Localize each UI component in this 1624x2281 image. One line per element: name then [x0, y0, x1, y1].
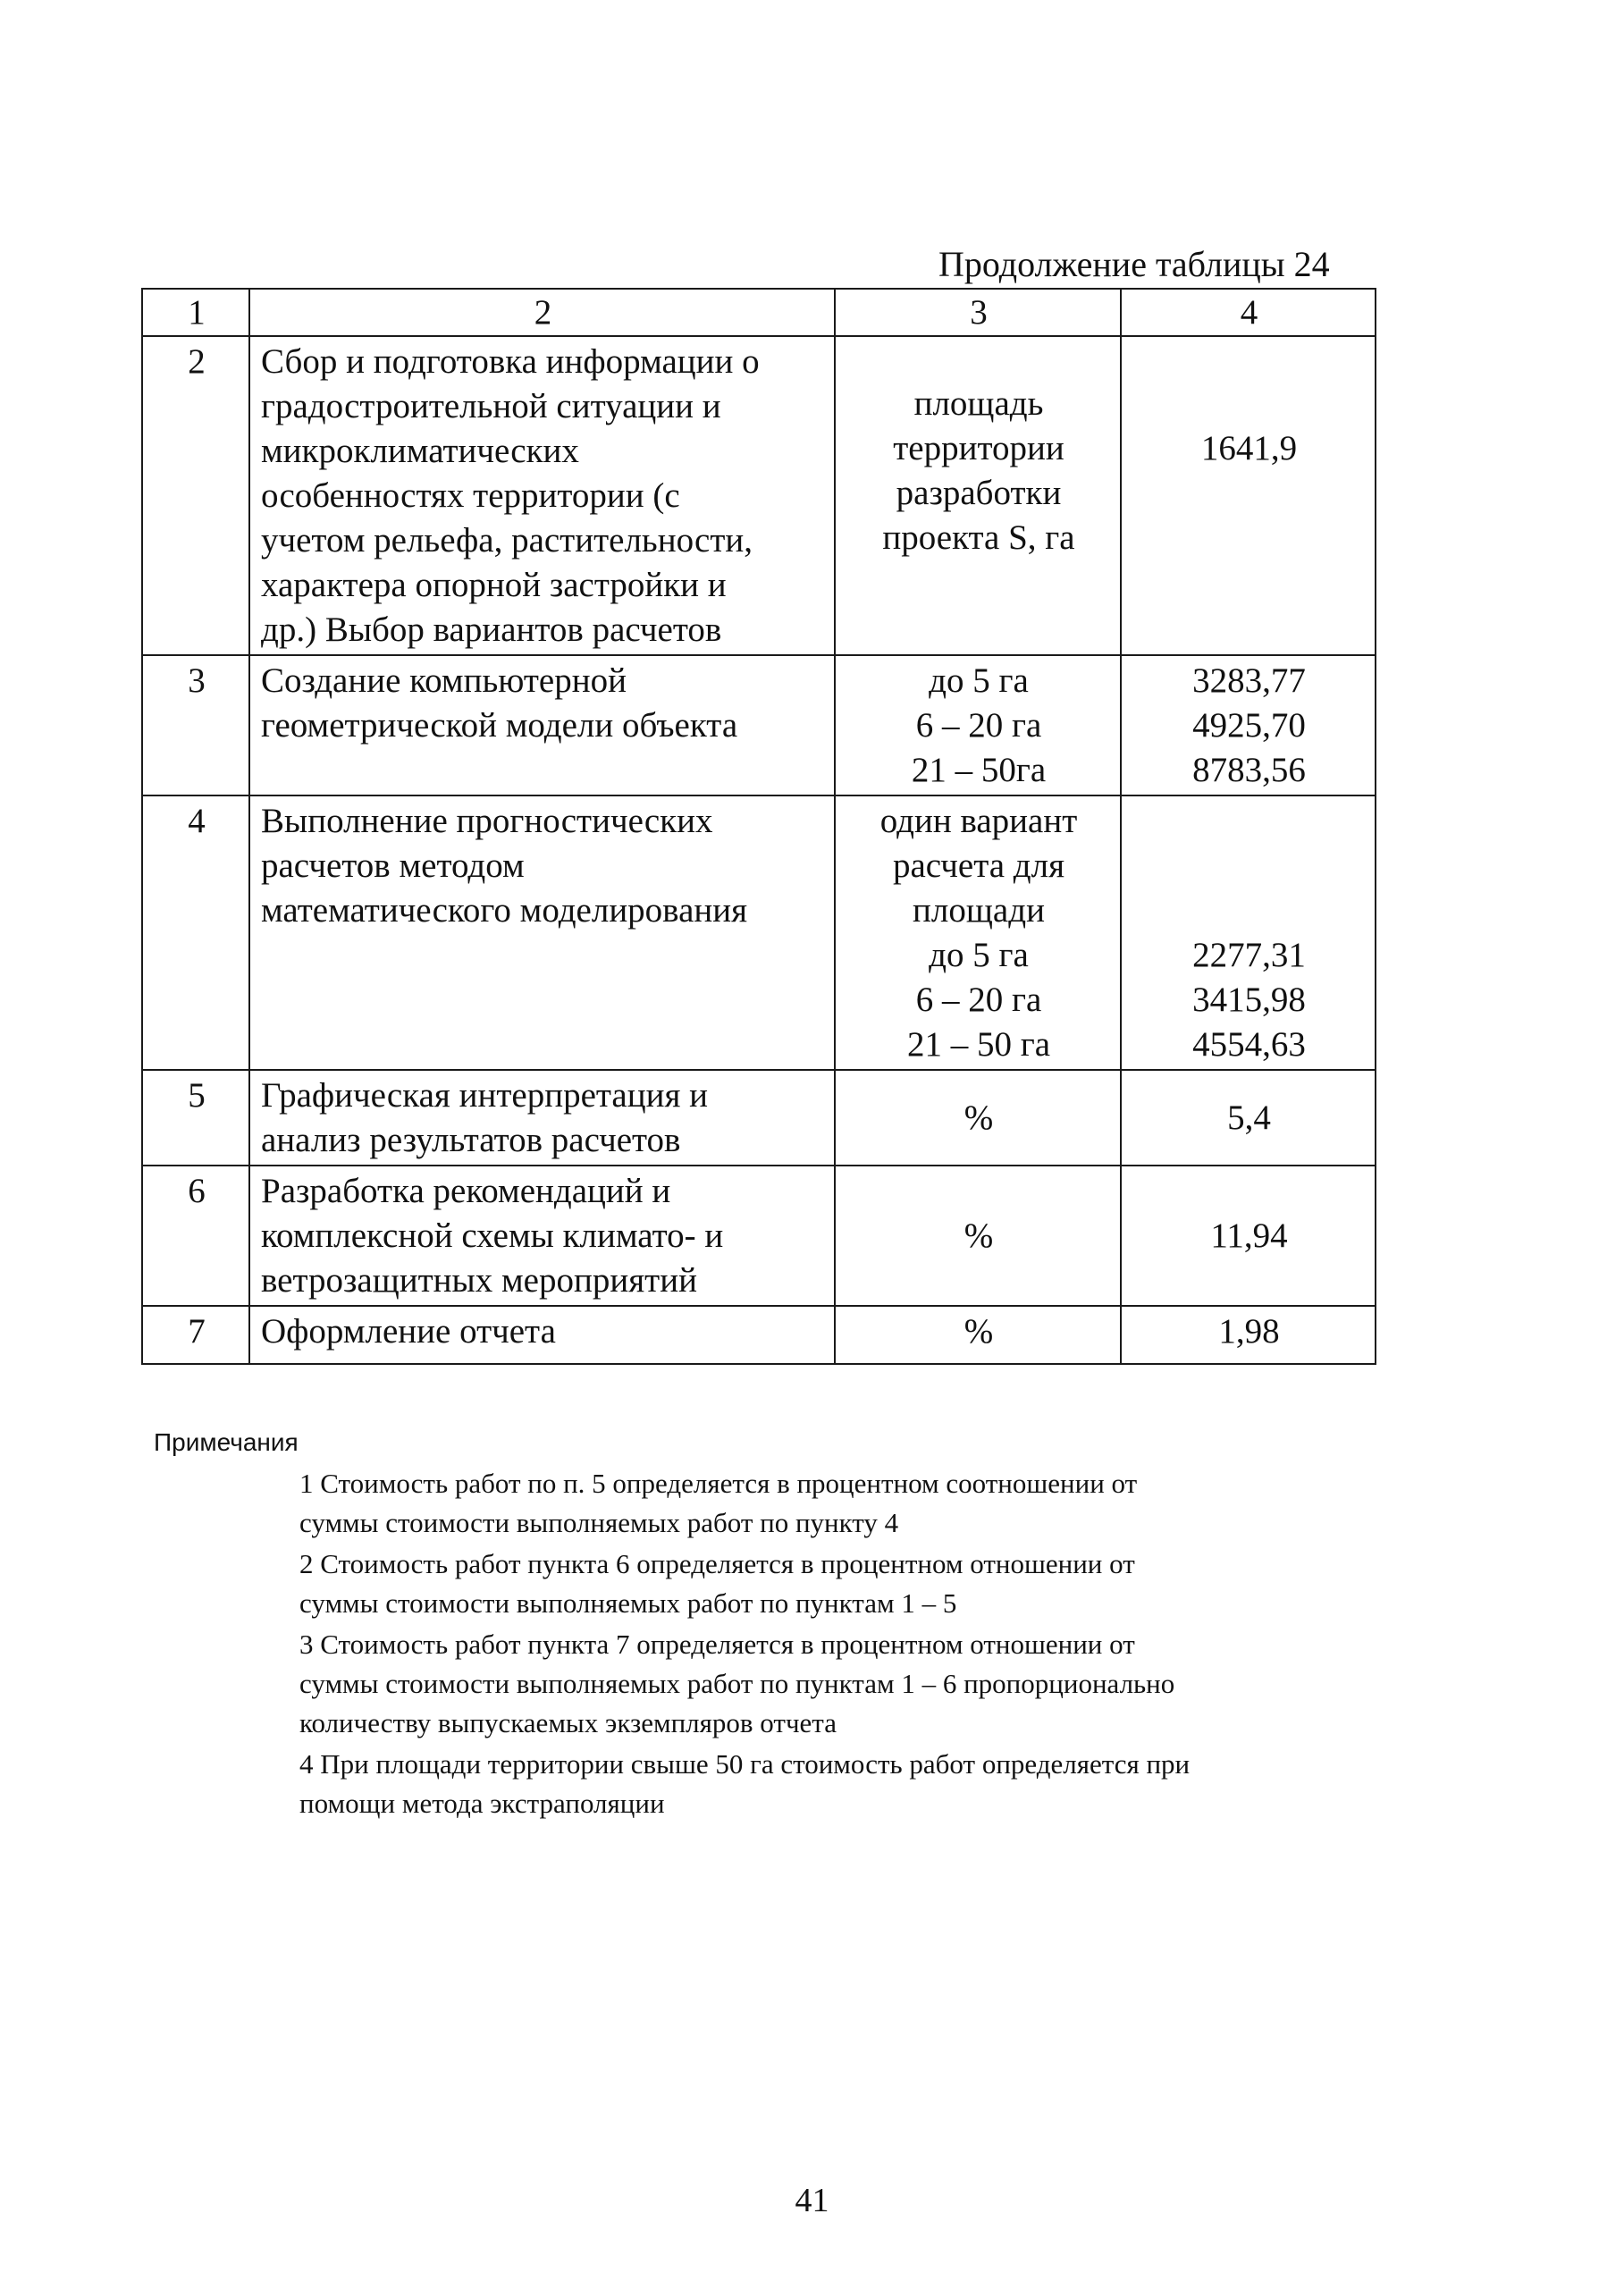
unit-line: разработки [896, 474, 1062, 512]
unit-line: % [963, 1098, 994, 1137]
desc-line: Оформление отчета [261, 1312, 556, 1351]
row-description [249, 1166, 835, 1306]
table-row [142, 1166, 1376, 1306]
row-value [1121, 795, 1376, 1070]
unit-line: 6 – 20 га [915, 706, 1042, 745]
unit-line: проекта S, га [882, 518, 1075, 557]
note-line: 4 При площади территории свыше 50 га стоимость работ определяется при [299, 1748, 1191, 1780]
table-caption: Продолжение таблицы 24 [938, 244, 1330, 284]
value-line: 11,94 [1210, 1216, 1288, 1255]
desc-line: Выполнение прогностических [261, 802, 713, 840]
desc-line: ветрозащитных мероприятий [261, 1261, 697, 1300]
note-line: суммы стоимости выполняемых работ по пункту 4 [299, 1507, 899, 1538]
desc-line: учетом рельефа, растительности, [261, 521, 753, 560]
row-description [249, 655, 835, 795]
desc-line: Графическая интерпретация и [261, 1076, 709, 1115]
desc-line: комплексной схемы климато- и [261, 1216, 724, 1255]
row-value [1121, 1166, 1376, 1306]
unit-line: до 5 га [929, 661, 1029, 700]
header-cell-3: 3 [835, 289, 1121, 336]
note-line: 1 Стоимость работ по п. 5 определяется в процентном соотношении от [299, 1468, 1138, 1499]
row-unit [835, 795, 1121, 1070]
unit-line: % [963, 1216, 994, 1255]
row-unit [835, 1306, 1121, 1364]
note-line: 2 Стоимость работ пункта 6 определяется в процентном отношении от [299, 1548, 1135, 1579]
value-line: 3415,98 [1192, 981, 1306, 1019]
value-line: 3283,77 [1192, 661, 1306, 700]
notes-list [299, 1464, 1363, 1825]
row-description [249, 795, 835, 1070]
note-line: суммы стоимости выполняемых работ по пунктам 1 – 5 [299, 1587, 957, 1619]
row-value [1121, 1070, 1376, 1166]
row-number: 2 [142, 336, 249, 655]
value-line: 5,4 [1227, 1098, 1271, 1137]
row-description [249, 1070, 835, 1166]
desc-line: Разработка рекомендаций и [261, 1172, 671, 1210]
row-number: 5 [142, 1070, 249, 1166]
table-row [142, 1306, 1376, 1364]
desc-line: математического моделирования [261, 891, 748, 930]
desc-line: Создание компьютерной [261, 661, 627, 700]
unit-line: расчета для [892, 846, 1065, 885]
header-cell-1: 1 [142, 289, 249, 336]
table-row [142, 795, 1376, 1070]
row-value [1121, 655, 1376, 795]
cost-table [141, 288, 1376, 1365]
row-number: 4 [142, 795, 249, 1070]
desc-line: градостроительной ситуации и [261, 387, 721, 425]
note-item [299, 1545, 1363, 1623]
row-description [249, 1306, 835, 1364]
unit-line: до 5 га [929, 936, 1029, 974]
unit-line: % [963, 1312, 994, 1351]
unit-line: площадь [913, 384, 1044, 423]
note-line: количеству выпускаемых экземпляров отчета [299, 1707, 837, 1738]
desc-line: расчетов методом [261, 846, 525, 885]
desc-line: др.) Выбор вариантов расчетов [261, 610, 722, 649]
unit-line: площади [913, 891, 1045, 930]
table-row [142, 655, 1376, 795]
desc-line: характера опорной застройки и [261, 566, 727, 604]
header-cell-4: 4 [1121, 289, 1376, 336]
row-description [249, 336, 835, 655]
note-line: суммы стоимости выполняемых работ по пунктам 1 – 6 пропорционально [299, 1668, 1175, 1699]
row-value [1121, 336, 1376, 655]
unit-line: 21 – 50га [911, 751, 1047, 789]
row-value [1121, 1306, 1376, 1364]
row-unit [835, 1166, 1121, 1306]
notes-title: Примечания [154, 1428, 299, 1456]
unit-line: 21 – 50 га [906, 1025, 1051, 1064]
value-line: 8783,56 [1192, 751, 1306, 789]
value-line: 2277,31 [1192, 936, 1306, 974]
desc-line: микроклиматических [261, 432, 579, 470]
table-header-row [142, 289, 1376, 336]
table-row [142, 1070, 1376, 1166]
note-line: помощи метода экстраполяции [299, 1788, 665, 1819]
desc-line: анализ результатов расчетов [261, 1121, 681, 1159]
value-line: 4554,63 [1192, 1025, 1306, 1064]
row-unit [835, 655, 1121, 795]
note-line: 3 Стоимость работ пункта 7 определяется в процентном отношении от [299, 1629, 1135, 1660]
row-unit [835, 336, 1121, 655]
unit-line: один вариант [879, 802, 1078, 840]
row-number: 7 [142, 1306, 249, 1364]
row-number: 3 [142, 655, 249, 795]
table-row [142, 336, 1376, 655]
header-cell-2: 2 [249, 289, 835, 336]
note-item [299, 1625, 1363, 1743]
unit-line: 6 – 20 га [915, 981, 1042, 1019]
value-line: 4925,70 [1192, 706, 1306, 745]
page-number: 41 [795, 2182, 829, 2219]
value-line: 1,98 [1218, 1312, 1280, 1351]
value-line: 1641,9 [1200, 429, 1298, 467]
row-number: 6 [142, 1166, 249, 1306]
row-unit [835, 1070, 1121, 1166]
note-item [299, 1464, 1363, 1543]
note-item [299, 1745, 1363, 1823]
desc-line: Сбор и подготовка информации о [261, 342, 760, 381]
desc-line: геометрической модели объекта [261, 706, 738, 745]
unit-line: территории [893, 429, 1064, 467]
desc-line: особенностях территории (с [261, 476, 680, 515]
